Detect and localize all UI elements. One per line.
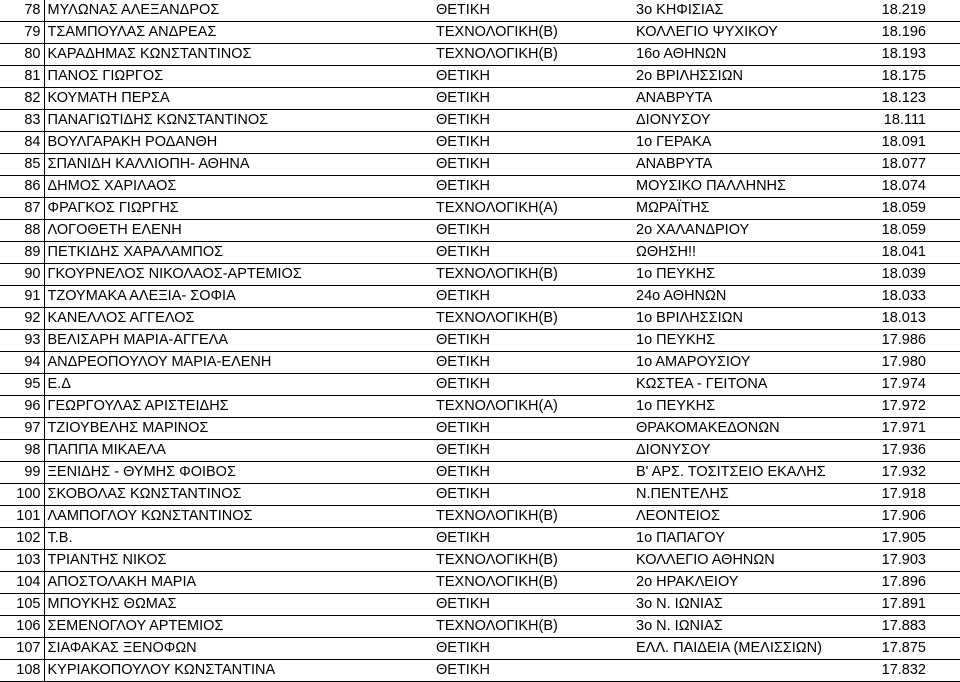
student-name-cell: ΔΗΜΟΣ ΧΑΡΙΛΑΟΣ: [44, 176, 432, 198]
direction-cell: ΤΕΧΝΟΛΟΓΙΚΗ(Β): [432, 550, 632, 572]
direction-cell: ΤΕΧΝΟΛΟΓΙΚΗ(Β): [432, 44, 632, 66]
rank-cell: 81: [0, 66, 44, 88]
student-name-cell: ΠΕΤΚΙΔΗΣ ΧΑΡΑΛΑΜΠΟΣ: [44, 242, 432, 264]
table-row: [0, 440, 960, 462]
table-row: [0, 572, 960, 594]
table-row: [0, 506, 960, 528]
school-cell: ΔΙΟΝΥΣΟΥ: [632, 440, 852, 462]
direction-cell: ΤΕΧΝΟΛΟΓΙΚΗ(Β): [432, 264, 632, 286]
table-row: [0, 264, 960, 286]
table-row: [0, 528, 960, 550]
student-name-cell: ΚΥΡΙΑΚΟΠΟΥΛΟΥ ΚΩΝΣΤΑΝΤΙΝΑ: [44, 660, 432, 682]
score-cell: 18.059: [852, 220, 960, 242]
school-cell: 1ο ΑΜΑΡΟΥΣΙΟΥ: [632, 352, 852, 374]
student-name-cell: ΤΣΑΜΠΟΥΛΑΣ ΑΝΔΡΕΑΣ: [44, 22, 432, 44]
school-cell: 3ο Ν. ΙΩΝΙΑΣ: [632, 594, 852, 616]
table-row: [0, 132, 960, 154]
student-name-cell: ΣΕΜΕΝΟΓΛΟΥ ΑΡΤΕΜΙΟΣ: [44, 616, 432, 638]
student-name-cell: ΚΟΥΜΑΤΗ ΠΕΡΣΑ: [44, 88, 432, 110]
rank-cell: 93: [0, 330, 44, 352]
score-cell: 18.074: [852, 176, 960, 198]
direction-cell: ΘΕΤΙΚΗ: [432, 528, 632, 550]
direction-cell: ΤΕΧΝΟΛΟΓΙΚΗ(Β): [432, 308, 632, 330]
school-cell: ΕΛΛ. ΠΑΙΔΕΙΑ (ΜΕΛΙΣΣΙΩΝ): [632, 638, 852, 660]
school-cell: 2ο ΧΑΛΑΝΔΡΙΟΥ: [632, 220, 852, 242]
student-name-cell: ΞΕΝΙΔΗΣ - ΘΥΜΗΣ ΦΟΙΒΟΣ: [44, 462, 432, 484]
score-cell: 17.832: [852, 660, 960, 682]
score-cell: 17.971: [852, 418, 960, 440]
score-cell: 17.875: [852, 638, 960, 660]
direction-cell: ΘΕΤΙΚΗ: [432, 0, 632, 22]
table-row: [0, 396, 960, 418]
rank-cell: 103: [0, 550, 44, 572]
score-cell: 17.906: [852, 506, 960, 528]
student-name-cell: ΑΝΔΡΕΟΠΟΥΛΟΥ ΜΑΡΙΑ-ΕΛΕΝΗ: [44, 352, 432, 374]
rank-cell: 89: [0, 242, 44, 264]
direction-cell: ΤΕΧΝΟΛΟΓΙΚΗ(Β): [432, 506, 632, 528]
rank-cell: 82: [0, 88, 44, 110]
score-cell: 18.175: [852, 66, 960, 88]
school-cell: ΜΟΥΣΙΚΟ ΠΑΛΛΗΝΗΣ: [632, 176, 852, 198]
direction-cell: ΤΕΧΝΟΛΟΓΙΚΗ(Β): [432, 572, 632, 594]
rank-cell: 106: [0, 616, 44, 638]
student-name-cell: ΠΑΝΟΣ ΓΙΩΡΓΟΣ: [44, 66, 432, 88]
school-cell: ΜΩΡΑΪΤΗΣ: [632, 198, 852, 220]
table-row: [0, 594, 960, 616]
direction-cell: ΘΕΤΙΚΗ: [432, 154, 632, 176]
direction-cell: ΤΕΧΝΟΛΟΓΙΚΗ(Β): [432, 616, 632, 638]
student-name-cell: ΛΟΓΟΘΕΤΗ ΕΛΕΝΗ: [44, 220, 432, 242]
rank-cell: 91: [0, 286, 44, 308]
direction-cell: ΤΕΧΝΟΛΟΓΙΚΗ(Α): [432, 198, 632, 220]
rank-cell: 104: [0, 572, 44, 594]
student-name-cell: ΛΑΜΠΟΓΛΟΥ ΚΩΝΣΤΑΝΤΙΝΟΣ: [44, 506, 432, 528]
score-cell: 18.039: [852, 264, 960, 286]
rank-cell: 83: [0, 110, 44, 132]
rank-cell: 97: [0, 418, 44, 440]
score-cell: 18.193: [852, 44, 960, 66]
table-row: [0, 616, 960, 638]
rank-cell: 96: [0, 396, 44, 418]
student-name-cell: ΒΕΛΙΣΑΡΗ ΜΑΡΙΑ-ΑΓΓΕΛΑ: [44, 330, 432, 352]
school-cell: ΑΝΑΒΡΥΤΑ: [632, 88, 852, 110]
score-cell: 18.013: [852, 308, 960, 330]
direction-cell: ΘΕΤΙΚΗ: [432, 440, 632, 462]
student-name-cell: ΦΡΑΓΚΟΣ ΓΙΩΡΓΗΣ: [44, 198, 432, 220]
score-cell: 17.883: [852, 616, 960, 638]
table-row: [0, 374, 960, 396]
score-cell: 17.905: [852, 528, 960, 550]
score-cell: 17.936: [852, 440, 960, 462]
table-row: [0, 352, 960, 374]
table-row: [0, 110, 960, 132]
student-name-cell: ΣΙΑΦΑΚΑΣ ΞΕΝΟΦΩΝ: [44, 638, 432, 660]
school-cell: 24ο ΑΘΗΝΩΝ: [632, 286, 852, 308]
direction-cell: ΘΕΤΙΚΗ: [432, 418, 632, 440]
table-row: [0, 484, 960, 506]
table-row: [0, 638, 960, 660]
rank-cell: 101: [0, 506, 44, 528]
school-cell: ΔΙΟΝΥΣΟΥ: [632, 110, 852, 132]
school-cell: ΘΡΑΚΟΜΑΚΕΔΟΝΩΝ: [632, 418, 852, 440]
school-cell: Ν.ΠΕΝΤΕΛΗΣ: [632, 484, 852, 506]
school-cell: 3ο ΚΗΦΙΣΙΑΣ: [632, 0, 852, 22]
table-row: [0, 176, 960, 198]
direction-cell: ΘΕΤΙΚΗ: [432, 132, 632, 154]
table-row: [0, 308, 960, 330]
rank-cell: 88: [0, 220, 44, 242]
direction-cell: ΘΕΤΙΚΗ: [432, 594, 632, 616]
table-row: [0, 550, 960, 572]
score-cell: 18.196: [852, 22, 960, 44]
rank-cell: 78: [0, 0, 44, 22]
student-name-cell: ΣΚΟΒΟΛΑΣ ΚΩΝΣΤΑΝΤΙΝΟΣ: [44, 484, 432, 506]
direction-cell: ΘΕΤΙΚΗ: [432, 638, 632, 660]
student-name-cell: ΒΟΥΛΓΑΡΑΚΗ ΡΟΔΑΝΘΗ: [44, 132, 432, 154]
rank-cell: 90: [0, 264, 44, 286]
student-name-cell: ΚΑΡΑΔΗΜΑΣ ΚΩΝΣΤΑΝΤΙΝΟΣ: [44, 44, 432, 66]
direction-cell: ΘΕΤΙΚΗ: [432, 660, 632, 682]
student-name-cell: ΜΠΟΥΚΗΣ ΘΩΜΑΣ: [44, 594, 432, 616]
direction-cell: ΘΕΤΙΚΗ: [432, 176, 632, 198]
school-cell: ΑΝΑΒΡΥΤΑ: [632, 154, 852, 176]
rank-cell: 105: [0, 594, 44, 616]
rank-cell: 99: [0, 462, 44, 484]
student-name-cell: ΚΑΝΕΛΛΟΣ ΑΓΓΕΛΟΣ: [44, 308, 432, 330]
direction-cell: ΘΕΤΙΚΗ: [432, 462, 632, 484]
rank-cell: 95: [0, 374, 44, 396]
school-cell: 1ο ΠΕΥΚΗΣ: [632, 264, 852, 286]
table-row: [0, 22, 960, 44]
student-name-cell: ΓΕΩΡΓΟΥΛΑΣ ΑΡΙΣΤΕΙΔΗΣ: [44, 396, 432, 418]
score-cell: 17.896: [852, 572, 960, 594]
score-cell: 17.974: [852, 374, 960, 396]
rank-cell: 108: [0, 660, 44, 682]
score-cell: 17.980: [852, 352, 960, 374]
table-row: [0, 242, 960, 264]
score-cell: 18.091: [852, 132, 960, 154]
student-name-cell: ΤΡΙΑΝΤΗΣ ΝΙΚΟΣ: [44, 550, 432, 572]
school-cell: 2ο ΒΡΙΛΗΣΣΙΩΝ: [632, 66, 852, 88]
school-cell: 1ο ΠΕΥΚΗΣ: [632, 330, 852, 352]
rank-cell: 84: [0, 132, 44, 154]
table-row: [0, 66, 960, 88]
table-row: [0, 198, 960, 220]
student-name-cell: Ε.Δ: [44, 374, 432, 396]
score-cell: 17.932: [852, 462, 960, 484]
student-name-cell: ΠΑΠΠΑ ΜΙΚΑΕΛΑ: [44, 440, 432, 462]
rank-cell: 98: [0, 440, 44, 462]
direction-cell: ΤΕΧΝΟΛΟΓΙΚΗ(Β): [432, 22, 632, 44]
direction-cell: ΘΕΤΙΚΗ: [432, 286, 632, 308]
rank-cell: 80: [0, 44, 44, 66]
table-row: [0, 44, 960, 66]
direction-cell: ΤΕΧΝΟΛΟΓΙΚΗ(Α): [432, 396, 632, 418]
score-cell: 18.041: [852, 242, 960, 264]
school-cell: 2ο ΗΡΑΚΛΕΙΟΥ: [632, 572, 852, 594]
school-cell: 1ο ΠΕΥΚΗΣ: [632, 396, 852, 418]
rank-cell: 87: [0, 198, 44, 220]
table-row: [0, 418, 960, 440]
rank-cell: 94: [0, 352, 44, 374]
school-cell: 1ο ΒΡΙΛΗΣΣΙΩΝ: [632, 308, 852, 330]
score-cell: 18.077: [852, 154, 960, 176]
score-cell: 17.918: [852, 484, 960, 506]
rank-cell: 86: [0, 176, 44, 198]
student-name-cell: ΤΖΙΟΥΒΕΛΗΣ ΜΑΡΙΝΟΣ: [44, 418, 432, 440]
student-name-cell: ΑΠΟΣΤΟΛΑΚΗ ΜΑΡΙΑ: [44, 572, 432, 594]
direction-cell: ΘΕΤΙΚΗ: [432, 374, 632, 396]
direction-cell: ΘΕΤΙΚΗ: [432, 88, 632, 110]
student-name-cell: ΜΥΛΩΝΑΣ ΑΛΕΞΑΝΔΡΟΣ: [44, 0, 432, 22]
table-row: [0, 330, 960, 352]
school-cell: 3ο Ν. ΙΩΝΙΑΣ: [632, 616, 852, 638]
rank-cell: 92: [0, 308, 44, 330]
direction-cell: ΘΕΤΙΚΗ: [432, 110, 632, 132]
table-row: [0, 220, 960, 242]
student-name-cell: ΓΚΟΥΡΝΕΛΟΣ ΝΙΚΟΛΑΟΣ-ΑΡΤΕΜΙΟΣ: [44, 264, 432, 286]
rank-cell: 79: [0, 22, 44, 44]
student-name-cell: ΠΑΝΑΓΙΩΤΙΔΗΣ ΚΩΝΣΤΑΝΤΙΝΟΣ: [44, 110, 432, 132]
direction-cell: ΘΕΤΙΚΗ: [432, 330, 632, 352]
score-cell: 17.972: [852, 396, 960, 418]
school-cell: ΚΟΛΛΕΓΙΟ ΨΥΧΙΚΟΥ: [632, 22, 852, 44]
score-cell: 17.903: [852, 550, 960, 572]
direction-cell: ΘΕΤΙΚΗ: [432, 242, 632, 264]
direction-cell: ΘΕΤΙΚΗ: [432, 484, 632, 506]
direction-cell: ΘΕΤΙΚΗ: [432, 66, 632, 88]
table-row: [0, 660, 960, 682]
direction-cell: ΘΕΤΙΚΗ: [432, 352, 632, 374]
school-cell: 16ο ΑΘΗΝΩΝ: [632, 44, 852, 66]
school-cell: ΩΘΗΣΗ!!: [632, 242, 852, 264]
school-cell: [632, 660, 852, 682]
school-cell: ΛΕΟΝΤΕΙΟΣ: [632, 506, 852, 528]
score-cell: 18.111: [852, 110, 960, 132]
table-row: [0, 462, 960, 484]
table-row: [0, 0, 960, 22]
school-cell: Β' ΑΡΣ. ΤΟΣΙΤΣΕΙΟ ΕΚΑΛΗΣ: [632, 462, 852, 484]
score-cell: 18.219: [852, 0, 960, 22]
score-cell: 18.123: [852, 88, 960, 110]
rank-cell: 85: [0, 154, 44, 176]
score-cell: 18.033: [852, 286, 960, 308]
school-cell: ΚΩΣΤΕΑ - ΓΕΙΤΟΝΑ: [632, 374, 852, 396]
table-row: [0, 88, 960, 110]
table-row: [0, 154, 960, 176]
score-cell: 17.891: [852, 594, 960, 616]
school-cell: 1ο ΠΑΠΑΓΟΥ: [632, 528, 852, 550]
score-cell: 17.986: [852, 330, 960, 352]
school-cell: ΚΟΛΛΕΓΙΟ ΑΘΗΝΩΝ: [632, 550, 852, 572]
rank-cell: 102: [0, 528, 44, 550]
score-cell: 18.059: [852, 198, 960, 220]
student-name-cell: ΤΖΟΥΜΑΚΑ ΑΛΕΞΙΑ- ΣΟΦΙΑ: [44, 286, 432, 308]
rank-cell: 100: [0, 484, 44, 506]
table-row: [0, 286, 960, 308]
rank-cell: 107: [0, 638, 44, 660]
student-name-cell: Τ.Β.: [44, 528, 432, 550]
student-name-cell: ΣΠΑΝΙΔΗ ΚΑΛΛΙΟΠΗ- ΑΘΗΝΑ: [44, 154, 432, 176]
school-cell: 1ο ΓΕΡΑΚΑ: [632, 132, 852, 154]
direction-cell: ΘΕΤΙΚΗ: [432, 220, 632, 242]
